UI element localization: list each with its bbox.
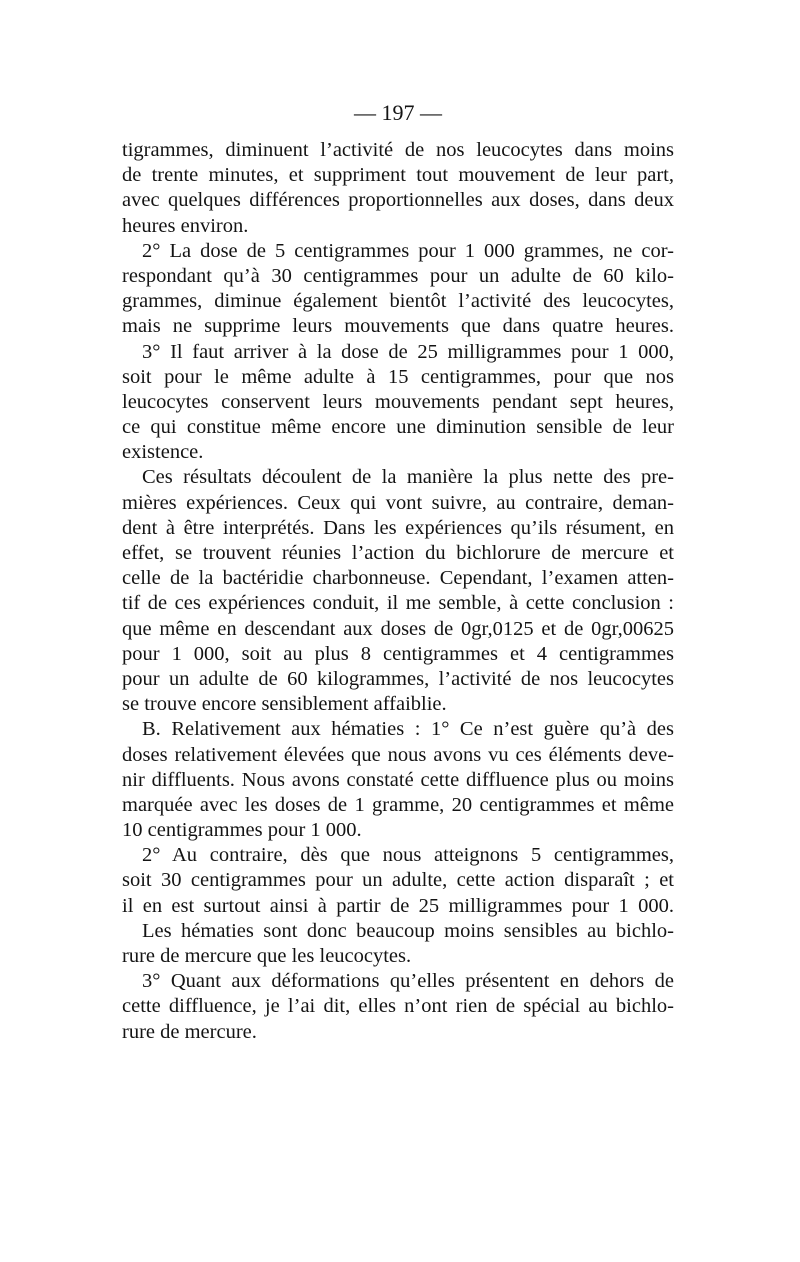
text-line: cette diffluence, je l’ai dit, elles n’ont rien de spécial au bichlo-	[122, 995, 674, 1018]
text-line: soit 30 centigrammes pour un adulte, cette action disparaît ; et	[122, 869, 674, 892]
text-line: effet, se trouvent réunies l’action du bichlorure de mercure et	[122, 542, 674, 564]
text-line: nir diffluents. Nous avons constaté cette diffluence plus ou moins	[122, 768, 674, 791]
text-line: pour un adulte de 60 kilogrammes, l’activité de nos leucocytes	[122, 667, 674, 690]
text-line: celle de la bactéridie charbonneuse. Cependant, l’examen atten-	[122, 567, 674, 590]
body-text	[122, 138, 674, 1045]
text-line: respondant qu’à 30 centigrammes pour un adulte de 60 kilo-	[122, 264, 674, 287]
text-line: ce qui constitue même encore une diminution sensible de leur	[122, 416, 674, 439]
text-line: rure de mercure que les leucocytes.	[122, 945, 412, 967]
text-line: marquée avec les doses de 1 gramme, 20 centigrammes et même	[122, 793, 674, 816]
text-line: 2° Au contraire, dès que nous atteignons 5 centigrammes,	[142, 844, 674, 867]
text-line: avec quelques différences proportionnelles aux doses, dans deux	[122, 189, 674, 212]
text-line: mières expériences. Ceux qui vont suivre, au contraire, deman-	[122, 491, 674, 514]
text-line: soit pour le même adulte à 15 centigrammes, pour que nos	[122, 365, 674, 388]
document-page	[122, 96, 674, 1045]
text-line: se trouve encore sensiblement affaiblie.	[122, 693, 447, 716]
text-line: il en est surtout ainsi à partir de 25 milligrammes pour 1 000.	[122, 894, 674, 917]
text-line: existence.	[122, 441, 204, 464]
text-line: dent à être interprétés. Dans les expériences qu’ils résument, en	[122, 516, 674, 539]
text-line: B. Relativement aux hématies : 1° Ce n’est guère qu’à des	[142, 718, 674, 741]
text-line: doses relativement élevées que nous avons vu ces éléments deve-	[122, 743, 674, 766]
text-line: que même en descendant aux doses de 0gr,0125 et de 0gr,00625	[122, 617, 674, 640]
text-line: grammes, diminue également bientôt l’activité des leucocytes,	[122, 290, 674, 313]
page-number: — 197 —	[354, 100, 442, 125]
text-line: Ces résultats découlent de la manière la plus nette des pre-	[142, 466, 674, 489]
text-line: Les hématies sont donc beaucoup moins sensibles au bichlo-	[142, 919, 674, 942]
text-line: tigrammes, diminuent l’activité de nos leucocytes dans moins	[122, 139, 674, 161]
text-line: mais ne supprime leurs mouvements que dans quatre heures.	[122, 315, 674, 338]
text-line: tif de ces expériences conduit, il me semble, à cette conclusion :	[122, 592, 674, 615]
text-line: 3° Quant aux déformations qu’elles présentent en dehors de	[142, 970, 674, 993]
text-line: de trente minutes, et suppriment tout mouvement de leur part,	[122, 164, 674, 187]
text-line: pour 1 000, soit au plus 8 centigrammes et 4 centigrammes	[122, 642, 674, 665]
text-line: heures environ.	[122, 214, 249, 237]
text-line: leucocytes conservent leurs mouvements pendant sept heures,	[122, 390, 674, 413]
text-line: 3° Il faut arriver à la dose de 25 milligrammes pour 1 000,	[142, 340, 674, 363]
text-line: 10 centigrammes pour 1 000.	[122, 819, 362, 842]
text-line: rure de mercure.	[122, 1020, 257, 1043]
text-line: 2° La dose de 5 centigrammes pour 1 000 grammes, ne cor-	[142, 239, 674, 262]
